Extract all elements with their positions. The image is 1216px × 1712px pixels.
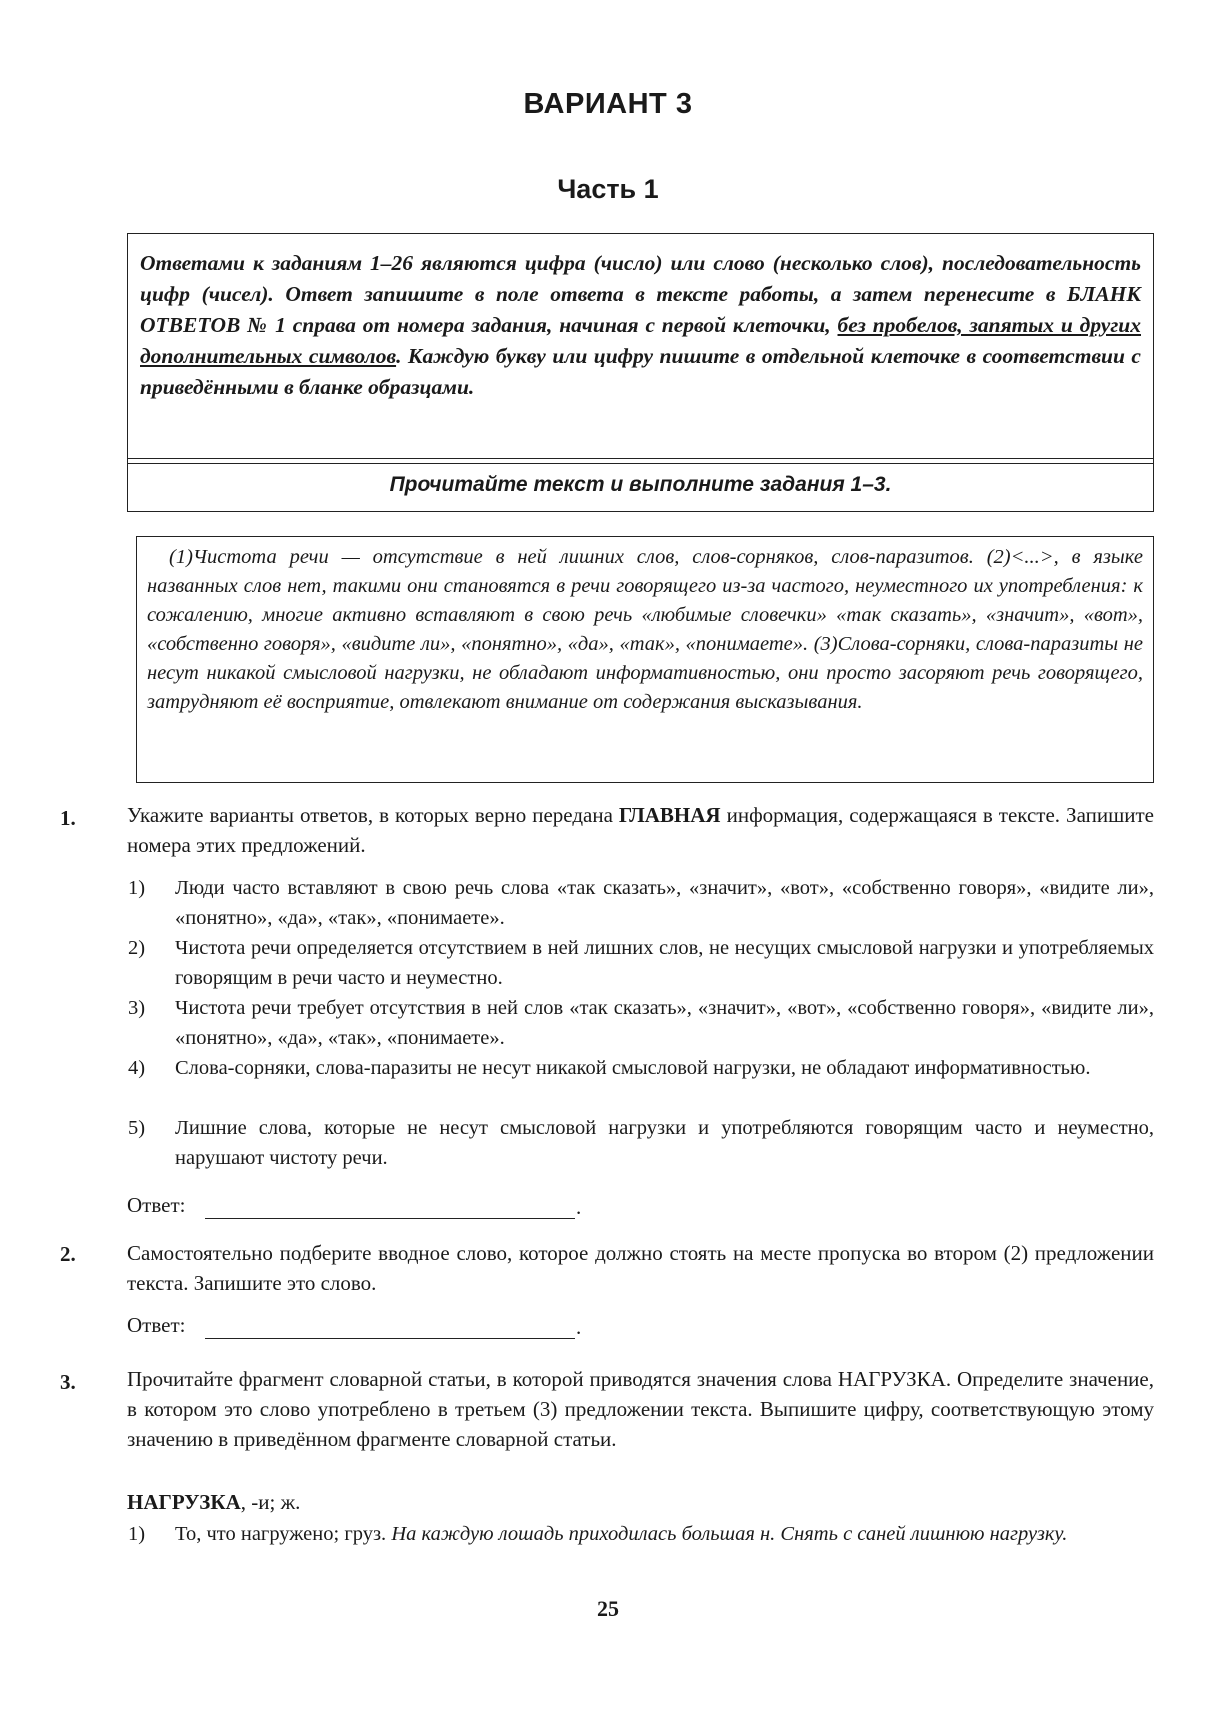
- q1-answer-label: Ответ:: [127, 1193, 186, 1217]
- q2-answer-label: Ответ:: [127, 1313, 186, 1337]
- q1-option-text: Люди часто вставляют в свою речь слова «так сказать», «значит», «вот», «собственно говоря», «видите ли», «понятно», «да», «так», «понимаете».: [175, 877, 1154, 929]
- dictionary-meaning-num: 1): [128, 1523, 146, 1545]
- q1-answer-end: .: [576, 1195, 582, 1219]
- q1-answer-field[interactable]: [205, 1194, 575, 1219]
- q1-option-num: 5): [128, 1117, 146, 1139]
- part-title: Часть 1: [557, 174, 659, 204]
- q1-option-num: 2): [128, 937, 146, 959]
- q3-text-part-1: Прочитайте фрагмент словарной статьи, в которой приводятся значения слова: [127, 1367, 838, 1391]
- q1-number: 1.: [60, 806, 76, 830]
- q1-option-text: Слова-сорняки, слова-паразиты не несут никакой смысловой нагрузки, не обладают информативностью.: [175, 1057, 1091, 1079]
- q1-option-text: Чистота речи определяется отсутствием в ней лишних слов, не несущих смысловой нагрузки и употребляемых говорящим в речи часто и неуместно.: [175, 937, 1154, 989]
- q1-option-text: Чистота речи требует отсутствия в ней слов «так сказать», «значит», «вот», «собственно говоря», «видите ли», «понятно», «да», «так», «понимаете».: [175, 997, 1154, 1049]
- dictionary-meaning-text: То, что нагружено; груз.: [175, 1523, 392, 1545]
- q1-text-part-2: информация, содержащаяся в тексте. Запишите номера этих предложений.: [127, 803, 1154, 857]
- q1-option-num: 4): [128, 1057, 146, 1079]
- dictionary-meaning: [175, 1520, 1154, 1550]
- instructions-box: [127, 233, 1154, 464]
- dictionary-grammar: , -и; ж.: [240, 1490, 301, 1514]
- q1-option-num: 1): [128, 877, 146, 899]
- instructions-part-2: . Каждую букву или цифру пишите в отдельной клеточке в соответствии с приведёнными в бланке образцами.: [140, 344, 1141, 399]
- q3-text-word: НАГРУЗКА: [837, 1367, 946, 1391]
- q2-answer-end: .: [576, 1315, 582, 1339]
- q3-number: 3.: [60, 1370, 76, 1394]
- read-task-box: [127, 458, 1154, 512]
- q3-text: [127, 1364, 1154, 1454]
- q1-text: [127, 800, 1154, 860]
- q3-text-part-2: . Определите значение, в котором это слово употреблено в третьем (3) предложении текста. Выпишите цифру, соответствующую этому значению в приведённом фрагменте словарной статьи.: [127, 1367, 1154, 1451]
- instructions-underlined: без пробелов, запятых и других дополнительных символов: [140, 313, 1141, 368]
- q1-option-text: Лишние слова, которые не несут смысловой нагрузки и употребляются говорящим часто и неуместно, нарушают чистоту речи.: [175, 1117, 1154, 1169]
- passage-text: (1)Чистота речи — отсутствие в ней лишних слов, слов-сорняков, слов-паразитов. (2)<...>, в языке названных слов нет, такими они становятся в речи говорящего из-за частого, неуместного их употребления: к сожалению, многие активно вставляют в свою речь «любимые словечки» «так сказать», «значит», «вот», «собственно говоря», «видите ли», «понятно», «да», «так», «понимаете». (3)Слова-сорняки, слова-паразиты не несут никакой смысловой нагрузки, не обладают информативностью, они просто засоряют речь говорящего, затрудняют её восприятие, отвлекают внимание от содержания высказывания.: [147, 546, 1143, 713]
- q2-number: 2.: [60, 1242, 76, 1266]
- q2-answer-field[interactable]: [205, 1314, 575, 1339]
- dictionary-headword: НАГРУЗКА: [127, 1490, 241, 1514]
- dictionary-entry-head: [127, 1490, 300, 1515]
- q1-text-bold: ГЛАВНАЯ: [618, 803, 721, 827]
- page-number: 25: [597, 1596, 619, 1621]
- variant-title: ВАРИАНТ 3: [523, 88, 693, 120]
- q2-text: Самостоятельно подберите вводное слово, которое должно стоять на месте пропуска во втором (2) предложении текста. Запишите это слово.: [127, 1241, 1154, 1295]
- q1-text-part-1: Укажите варианты ответов, в которых верно передана: [127, 803, 619, 827]
- instructions-text: [140, 248, 1141, 403]
- instructions-part-1: Ответами к заданиям 1–26 являются цифра (число) или слово (несколько слов), последовательность цифр (чисел). Ответ запишите в поле ответа в тексте работы, а затем перенесите в БЛАНК ОТВЕТОВ № 1 справа от номера задания, начиная с первой клеточки,: [140, 251, 1141, 337]
- dictionary-meaning-example: На каждую лошадь приходилась большая н. Снять с саней лишнюю нагрузку.: [391, 1523, 1068, 1545]
- passage-box: [136, 536, 1154, 783]
- q1-option-num: 3): [128, 997, 146, 1019]
- read-task-text: Прочитайте текст и выполните задания 1–3.: [389, 473, 892, 496]
